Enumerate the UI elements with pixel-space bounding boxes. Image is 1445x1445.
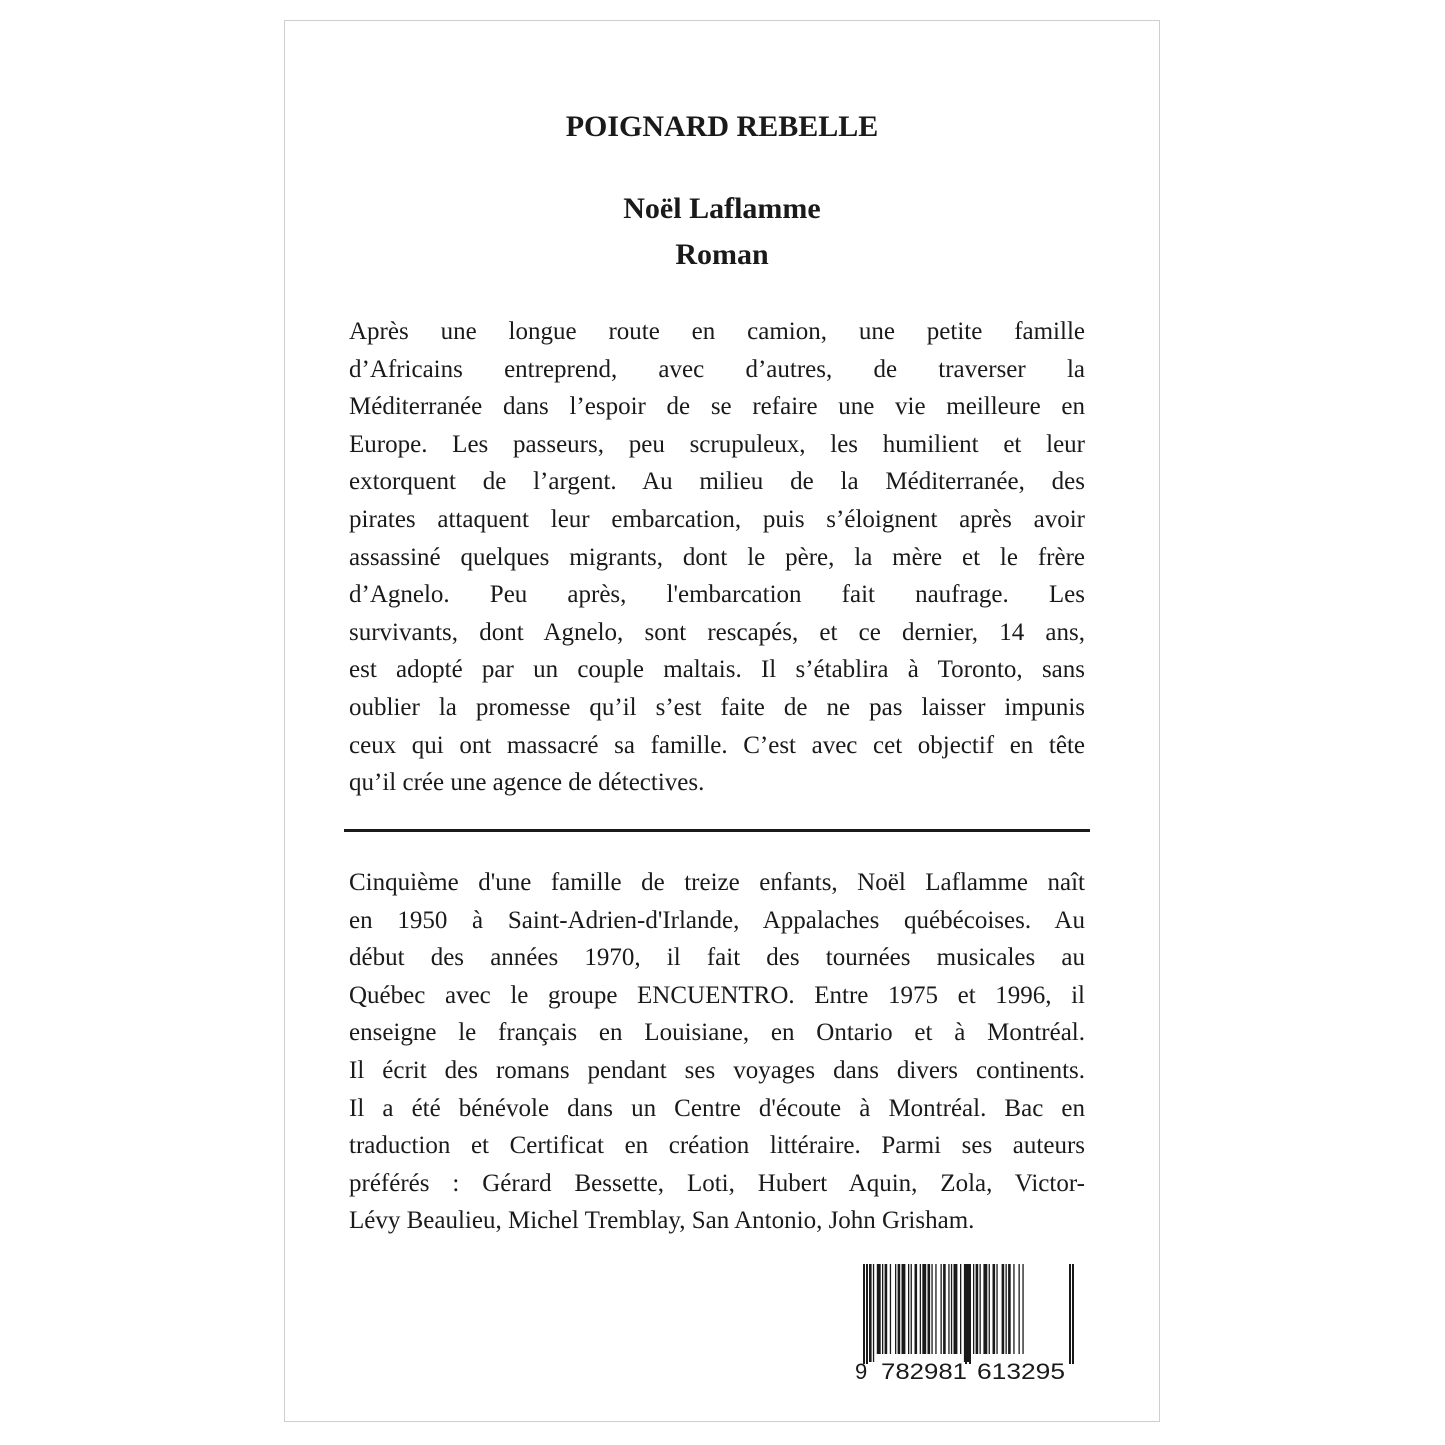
- barcode-bar: [915, 1264, 918, 1354]
- synopsis-line: extorquent de l’argent. Au milieu de la Méditerranée, des: [349, 468, 1085, 496]
- barcode-bar: [885, 1264, 888, 1354]
- bio-line: préférés : Gérard Bessette, Loti, Hubert Aquin, Zola, Victor-: [349, 1169, 1085, 1197]
- barcode-bar: [960, 1264, 961, 1354]
- barcode-bar: [980, 1264, 981, 1354]
- synopsis-line: pirates attaquent leur embarcation, puis s’éloignent après avoir: [349, 505, 1085, 533]
- barcode-bar: [935, 1264, 936, 1354]
- synopsis-line: d’Africains entreprend, avec d’autres, de traverser la: [349, 355, 1085, 383]
- barcode-bar: [948, 1264, 949, 1354]
- barcode-bar: [993, 1264, 996, 1354]
- barcode-bar: [1002, 1264, 1005, 1354]
- synopsis-line: ceux qui ont massacré sa famille. C’est avec cet objectif en tête: [349, 731, 1085, 759]
- barcode-guard-bar: [969, 1264, 971, 1364]
- book-title: POIGNARD REBELLE: [565, 110, 879, 143]
- barcode-bar: [890, 1264, 891, 1354]
- barcode-bar: [898, 1264, 901, 1354]
- synopsis-line: oublier la promesse qu’il s’est faite de ne pas laisser impunis: [349, 693, 1085, 721]
- synopsis-line: est adopté par un couple maltais. Il s’établira à Toronto, sans: [349, 656, 1085, 684]
- barcode-bar: [922, 1264, 926, 1354]
- genre-label: Roman: [675, 238, 769, 271]
- barcode-bar: [902, 1264, 906, 1354]
- bio-line: Il a été bénévole dans un Centre d'écoute à Montréal. Bac en: [349, 1094, 1085, 1122]
- barcode-bar: [928, 1264, 931, 1354]
- barcode-bar: [954, 1264, 958, 1354]
- barcode-bar: [973, 1264, 974, 1354]
- synopsis-paragraph: [349, 313, 1085, 802]
- bio-line: traduction et Certificat en création littéraire. Parmi ses auteurs: [349, 1132, 1085, 1160]
- barcode-bar: [1006, 1264, 1007, 1354]
- bio-line: Il écrit des romans pendant ses voyages dans divers continents.: [349, 1056, 1085, 1084]
- barcode-bar: [941, 1264, 942, 1354]
- barcode-bar: [920, 1264, 921, 1354]
- barcode-bar: [943, 1264, 946, 1354]
- book-back-cover: [284, 20, 1160, 1422]
- barcode-bar: [989, 1264, 990, 1354]
- barcode-guard-bar: [965, 1264, 967, 1364]
- barcode-guard-bar: [866, 1264, 868, 1364]
- bio-line: Lévy Beaulieu, Michel Tremblay, San Antonio, John Grisham.: [349, 1207, 975, 1235]
- barcode-guard-bar: [1069, 1264, 1071, 1364]
- barcode-bar: [882, 1264, 883, 1354]
- barcode-bar: [873, 1264, 874, 1362]
- barcode-bar: [869, 1264, 872, 1362]
- barcode-bar: [1008, 1264, 1011, 1354]
- barcode-bar: [1019, 1264, 1020, 1354]
- barcode-bar: [1022, 1264, 1023, 1354]
- bio-line: enseigne le français en Louisiane, en Ontario et à Montréal.: [349, 1019, 1085, 1047]
- barcode-bar: [976, 1264, 979, 1354]
- bio-line: début des années 1970, il fait des tournées musicales au: [349, 944, 1085, 972]
- synopsis-line: Europe. Les passeurs, peu scrupuleux, les humilient et leur: [349, 430, 1085, 458]
- synopsis-line: Méditerranée dans l’espoir de se refaire une vie meilleure en: [349, 393, 1085, 421]
- author-bio-paragraph: [349, 864, 1085, 1240]
- barcode-bar: [895, 1264, 896, 1354]
- isbn-barcode: [853, 1262, 1089, 1384]
- synopsis-line: d’Agnelo. Peu après, l'embarcation fait naufrage. Les: [349, 581, 1085, 609]
- synopsis-line: qu’il crée une agence de détectives.: [349, 769, 705, 797]
- bio-line: en 1950 à Saint-Adrien-d'Irlande, Appalaches québécoises. Au: [349, 906, 1085, 934]
- barcode-bar: [983, 1264, 987, 1354]
- barcode-digit-first: 9: [855, 1359, 868, 1384]
- barcode-guard-bar: [863, 1264, 865, 1364]
- author-name: Noël Laflamme: [623, 192, 821, 225]
- barcode-bar: [908, 1264, 909, 1354]
- barcode-guard-bar: [1072, 1264, 1074, 1364]
- barcode-graphic: [853, 1262, 1089, 1384]
- synopsis-line: assassiné quelques migrants, dont le père, la mère et le frère: [349, 543, 1085, 571]
- barcode-bar: [911, 1264, 912, 1354]
- barcode-digits-right: 613295: [977, 1359, 1065, 1384]
- barcode-bars: [863, 1264, 1074, 1364]
- barcode-bar: [951, 1264, 952, 1354]
- bio-line: Cinquième d'une famille de treize enfants, Noël Laflamme naît: [349, 869, 1085, 896]
- barcode-bar: [996, 1264, 997, 1354]
- bio-line: Québec avec le groupe ENCUENTRO. Entre 1975 et 1996, il: [349, 981, 1085, 1009]
- barcode-bar: [931, 1264, 932, 1354]
- section-divider: [344, 829, 1090, 832]
- barcode-digits-left: 782981: [881, 1359, 967, 1384]
- synopsis-line: survivants, dont Agnelo, sont rescapés, et ce dernier, 14 ans,: [349, 618, 1085, 646]
- barcode-bar: [877, 1264, 881, 1354]
- synopsis-line: Après une longue route en camion, une petite famille: [349, 318, 1085, 345]
- barcode-bar: [1013, 1264, 1014, 1354]
